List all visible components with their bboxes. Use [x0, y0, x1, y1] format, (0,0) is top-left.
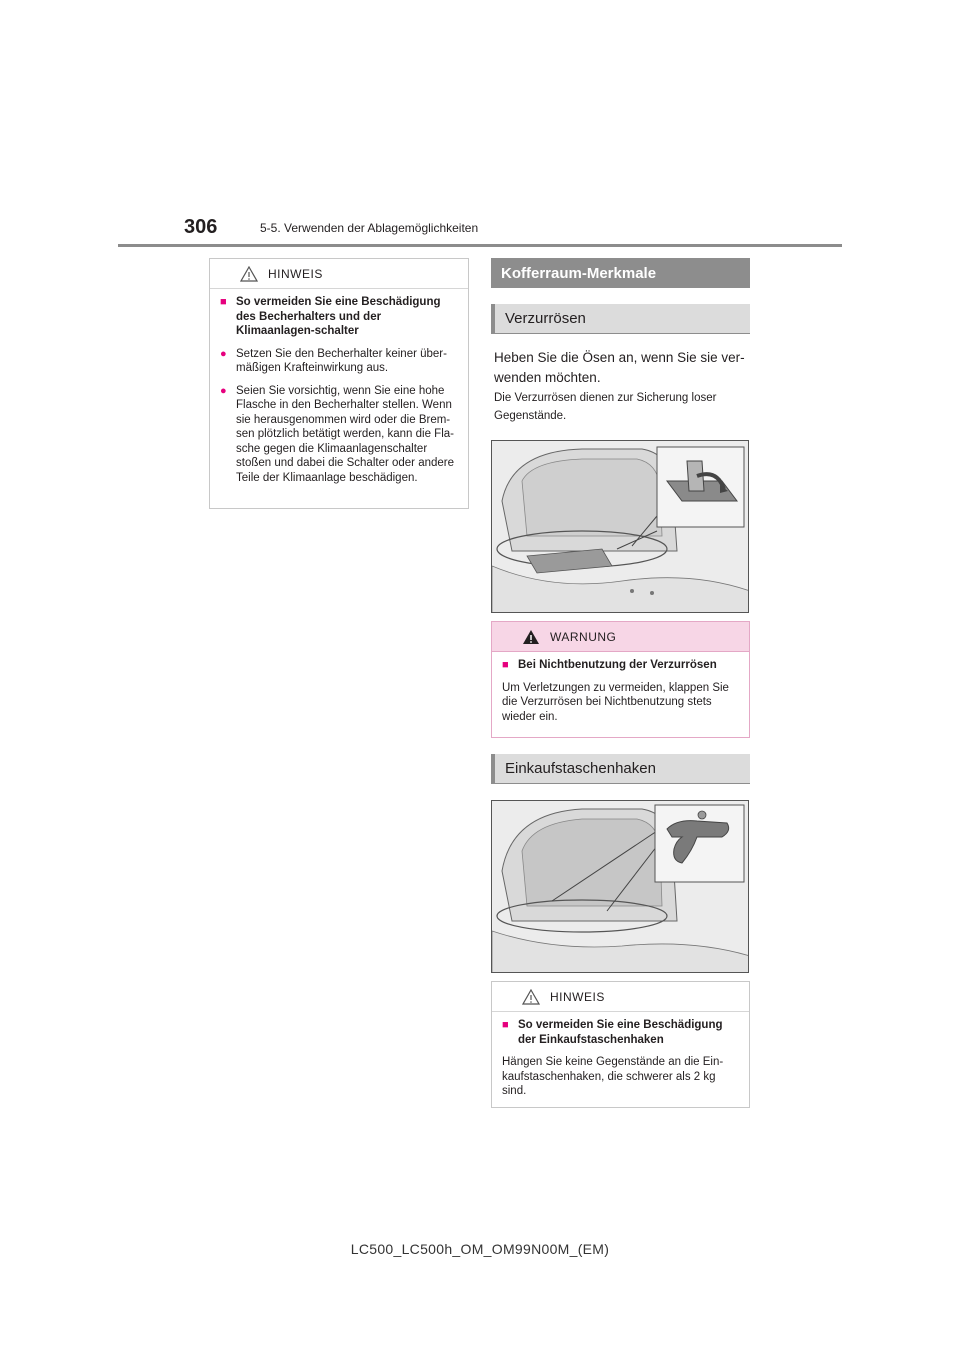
left-notice-header	[210, 259, 468, 289]
bag-hook-illustration	[491, 800, 749, 973]
warning-title: WARNUNG	[550, 629, 617, 644]
section-header: 5-5. Verwenden der Ablagemöglichkeiten	[260, 221, 479, 235]
square-bullet-icon: ■	[502, 1019, 509, 1031]
detail-text: Die Verzurrösen dienen zur Sicherung loser Gegenstände.	[494, 392, 717, 422]
left-notice-heading-item	[220, 295, 458, 339]
warning-heading: Bei Nichtbenutzung der Verzurrösen	[518, 659, 717, 671]
warning-text: Um Verletzungen zu vermeiden, klappen Sie die Verzurrösen bei Nichtbenutzung stets wieder ein.	[502, 681, 729, 723]
left-notice-heading: So vermeiden Sie eine Beschädigung des Becherhalters und der Klimaanlagen-schalter	[236, 296, 441, 337]
warning-header	[492, 622, 749, 652]
intro-text: Heben Sie die Ösen an, wenn Sie sie ver-wenden möchten.	[494, 350, 745, 385]
header-rule	[118, 244, 842, 247]
warning-triangle-icon	[522, 629, 540, 645]
left-notice-bullet-text: Seien Sie vorsichtig, wenn Sie eine hohe Flasche in den Becherhalter stellen. Wenn sie herausgenommen wird oder die Brem-sen plötzlich betätigt werden, kann die Fla-sche gegen die Klimaanlagenschalter stoßen und dabei die Schalter oder andere Teile der Klimaanlage beschädigen.	[236, 384, 455, 484]
page-number: 306	[184, 216, 218, 238]
left-notice-title: HINWEIS	[268, 266, 323, 281]
left-notice-box	[209, 258, 469, 509]
right-notice-title: HINWEIS	[550, 989, 605, 1004]
right-notice-header	[492, 982, 749, 1012]
bag-hook-illustration-svg	[492, 801, 749, 973]
dot-bullet-icon: ●	[220, 347, 227, 360]
right-notice-heading: So vermeiden Sie eine Beschädigung der Einkaufstaschenhaken	[518, 1019, 723, 1046]
square-bullet-icon: ■	[502, 659, 509, 671]
warning-box	[491, 621, 750, 738]
right-notice-heading-item	[502, 1018, 739, 1047]
trunk-illustration-svg	[492, 441, 749, 613]
left-notice-bullet-text: Setzen Sie den Becherhalter keiner über-mäßigen Krafteinwirkung aus.	[236, 347, 447, 374]
right-notice-box	[491, 981, 750, 1108]
square-bullet-icon: ■	[220, 296, 227, 308]
dot-bullet-icon: ●	[220, 384, 227, 397]
caution-triangle-icon	[522, 989, 540, 1005]
right-notice-text: Hängen Sie keine Gegenstände an die Ein-kaufstaschenhaken, die schwerer als 2 kg sind.	[502, 1056, 724, 1097]
section-title: Kofferraum-Merkmale	[491, 258, 750, 288]
warning-heading-item	[502, 658, 739, 673]
footer-model-code: LC500_LC500h_OM_OM99N00M_(EM)	[350, 1241, 610, 1257]
caution-triangle-icon	[240, 266, 258, 282]
left-notice-bullet	[220, 384, 458, 486]
subsection-title-tie-down: Verzurrösen	[491, 304, 750, 334]
left-notice-bullet	[220, 347, 458, 376]
trunk-tie-down-illustration	[491, 440, 749, 613]
subsection-title-bag-hook: Einkaufstaschenhaken	[491, 754, 750, 784]
